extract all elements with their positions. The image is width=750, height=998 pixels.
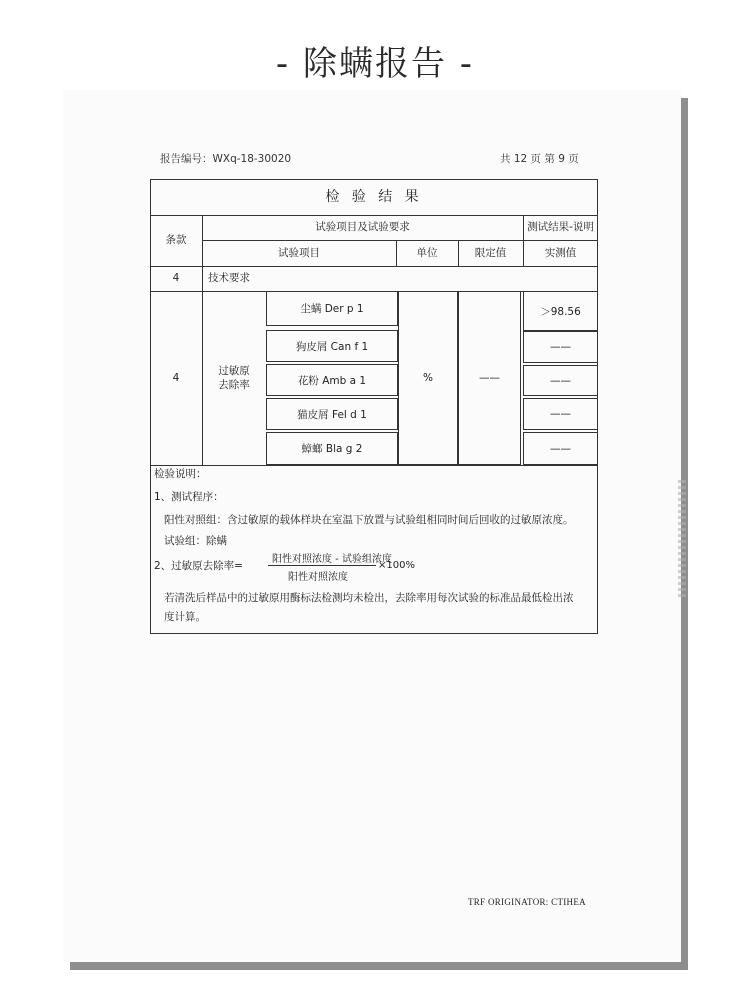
row-divider — [150, 465, 598, 466]
header-limit: 限定值 — [474, 246, 507, 259]
notes-positive-control: 阳性对照组：含过敏原的载体样块在室温下放置与试验组相同时间后回收的过敏原浓度。 — [164, 514, 574, 526]
header-items-requirements: 试验项目及试验要求 — [315, 221, 410, 234]
formula-prefix: 2、过敏原去除率= — [154, 560, 243, 572]
sheet-edge-texture — [678, 480, 686, 600]
footer-originator: TRF ORIGINATOR: CTIHEA — [468, 897, 586, 907]
header-item: 试验项目 — [278, 246, 320, 259]
group-unit: % — [398, 291, 458, 465]
notes-test-group: 试验组：除螨 — [164, 535, 227, 547]
allergen-name: 蟑螂 Bla g 2 — [266, 432, 398, 465]
measured-value: —— — [523, 331, 598, 363]
formula-denominator: 阳性对照浓度 — [288, 572, 348, 583]
page-info: 共 12 页 第 9 页 — [500, 153, 579, 165]
section-label: 技术要求 — [208, 272, 250, 285]
section-clause: 4 — [172, 272, 180, 285]
measured-value: —— — [523, 398, 598, 430]
formula-fraction-bar — [268, 565, 376, 566]
allergen-name: 尘螨 Der p 1 — [266, 291, 398, 326]
formula-numerator: 阳性对照浓度 - 试验组浓度 — [272, 554, 392, 565]
measured-value: ＞98.56 — [523, 291, 598, 331]
formula-suffix: ×100% — [378, 560, 415, 571]
group-limit: —— — [458, 291, 521, 465]
notes-remark-line1: 若清洗后样品中的过敏原用酶标法检测均未检出，去除率用每次试验的标准品最低检出浓 — [164, 592, 574, 604]
page-headline: - 除螨报告 - — [275, 44, 475, 84]
header-measured: 实测值 — [544, 246, 577, 259]
notes-heading: 检验说明： — [154, 468, 207, 480]
group-clause: 4 — [172, 371, 180, 384]
allergen-name: 猫皮屑 Fel d 1 — [266, 398, 398, 430]
group-name-line2: 去除率 — [218, 379, 250, 391]
group-name-line1: 过敏原 — [218, 364, 250, 377]
notes-procedure-heading: 1、测试程序： — [154, 491, 224, 503]
report-number: 报告编号：WXq-18-30020 — [160, 153, 292, 165]
measured-value: —— — [523, 432, 598, 465]
header-result-description: 测试结果-说明 — [527, 221, 594, 234]
measured-value: —— — [523, 365, 598, 396]
notes-remark-line2: 度计算。 — [164, 611, 206, 623]
table-title: 检 验 结 果 — [325, 188, 423, 205]
allergen-name: 花粉 Amb a 1 — [266, 364, 398, 396]
header-clause: 条款 — [165, 234, 187, 247]
group-name — [202, 291, 266, 465]
allergen-name: 狗皮屑 Can f 1 — [266, 330, 398, 362]
header-unit: 单位 — [416, 246, 438, 259]
